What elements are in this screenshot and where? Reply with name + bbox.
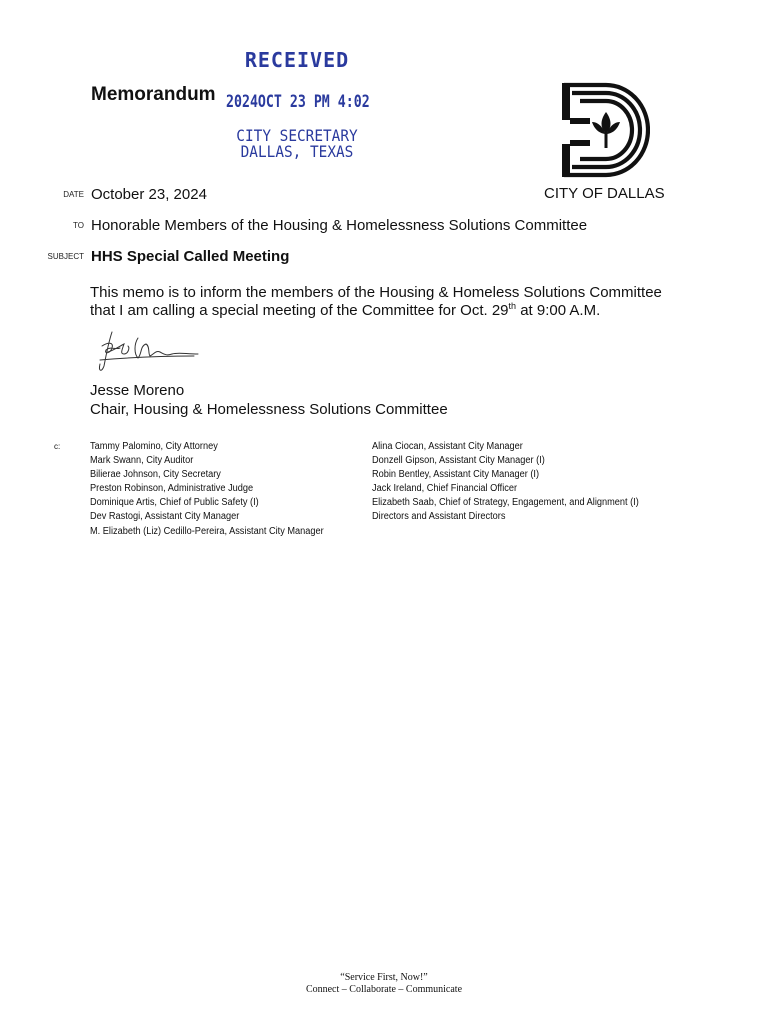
cc-item: Dominique Artis, Chief of Public Safety (I) [90,497,259,509]
cc-item: Tammy Palomino, City Attorney [90,441,218,452]
stamp-location: DALLAS, TEXAS [240,142,354,161]
cc-list-left [90,440,324,539]
cc-item: Directors and Assistant Directors [372,511,506,523]
cc-item: Jack Ireland, Chief Financial Officer [372,483,518,495]
cc-label: c: [54,442,61,451]
body-line-2-end: at 9:00 A.M. [516,302,601,319]
cc-list-right [372,440,639,525]
cc-item: Dev Rastogi, Assistant City Manager [90,511,240,523]
city-of-dallas-logo-icon [562,82,650,178]
cc-item: Donzell Gipson, Assistant City Manager (I) [372,455,545,467]
to-value: Honorable Members of the Housing & Homelessness Solutions Committee [91,217,588,234]
subject-label: SUBJECT [47,252,84,261]
body-line-2-start: that I am calling a special meeting of the Committee for Oct. 29 [90,302,509,319]
city-name: CITY OF DALLAS [544,185,665,202]
footer-values: Connect – Collaborate – Communicate [305,984,463,995]
body-line-2 [90,302,690,320]
cc-item: Robin Bentley, Assistant City Manager (I) [372,469,540,481]
stamp-received: RECEIVED [244,48,350,72]
stamp-office: CITY SECRETARY [236,126,358,145]
ordinal-suffix: th [508,301,517,311]
cc-item: M. Elizabeth (Liz) Cedillo-Pereira, Assistant City Manager [90,525,324,537]
signer-name: Jesse Moreno [90,382,185,399]
cc-item: Mark Swann, City Auditor [90,455,194,467]
to-label: TO [73,221,84,230]
subject-value: HHS Special Called Meeting [91,248,290,265]
body-line-1: This memo is to inform the members of the Housing & Homeless Solutions Committee [90,284,662,301]
memo-title: Memorandum [91,84,216,105]
date-label: DATE [63,190,84,199]
date-value: October 23, 2024 [91,186,207,203]
cc-item: Elizabeth Saab, Chief of Strategy, Engagement, and Alignment (I) [372,497,639,509]
cc-item: Preston Robinson, Administrative Judge [90,483,254,495]
memo-body [90,284,690,320]
cc-item: Alina Ciocan, Assistant City Manager [372,441,523,452]
signature-image [94,324,202,376]
signer-title: Chair, Housing & Homelessness Solutions Committee [90,401,448,418]
stamp-datetime: 2024OCT 23 PM 4:02 [226,92,370,112]
signer-block [90,381,448,419]
cc-item: Bilierae Johnson, City Secretary [90,469,221,481]
footer-motto: “Service First, Now!” [340,972,428,983]
footer-tagline [0,972,768,996]
